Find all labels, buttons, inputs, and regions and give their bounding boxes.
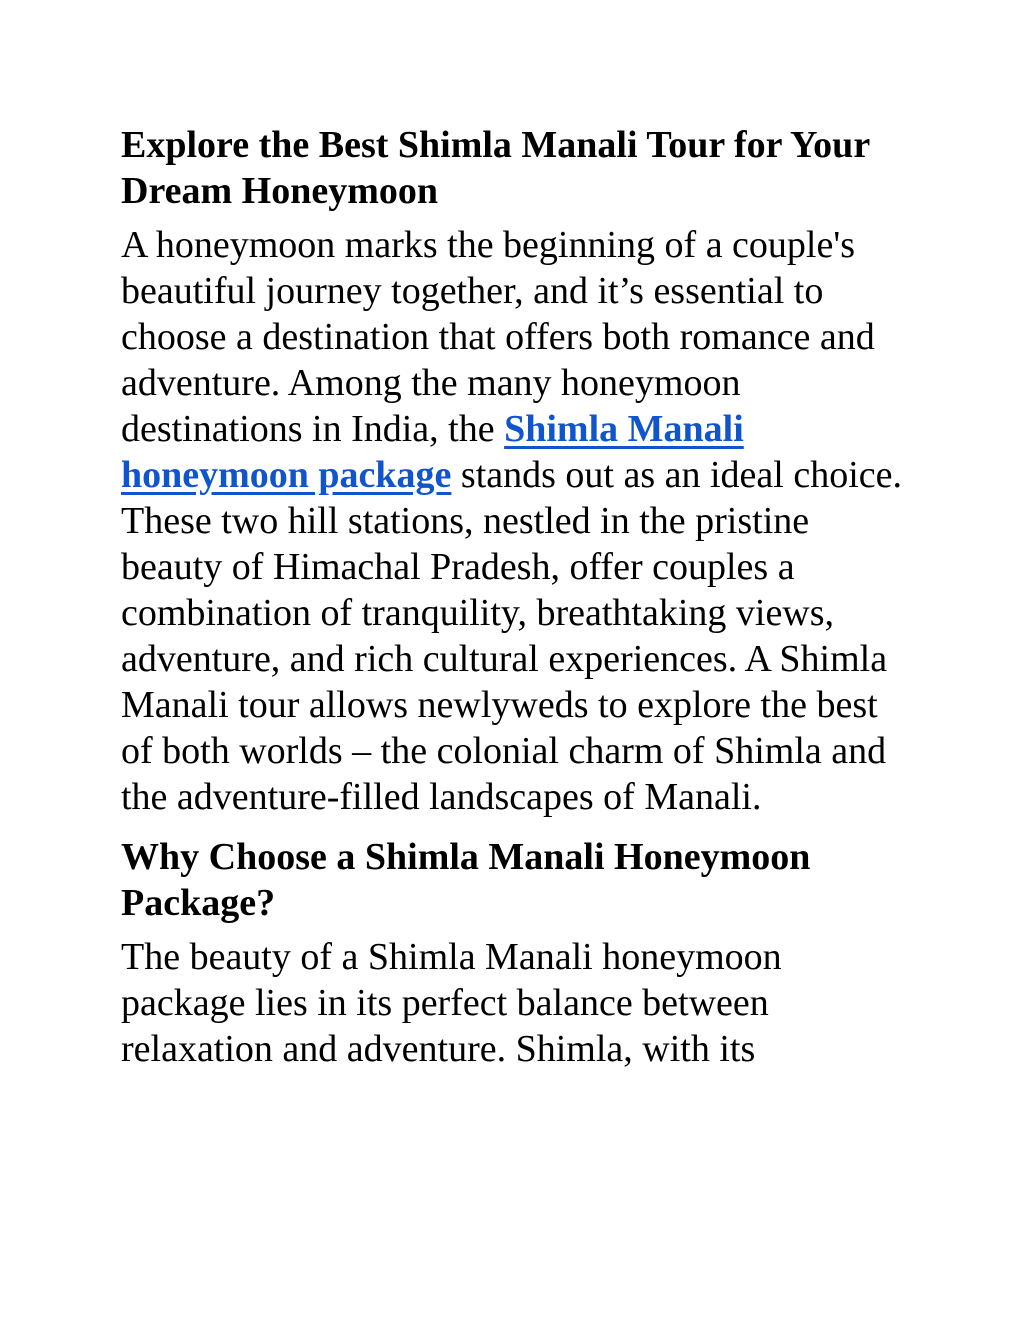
intro-text-before-link: A honeymoon marks the beginning of a couple's beautiful journey together, and it’s essential to choose a destination that offers both romance and adventure. Among the many honeymoon destinations in India, the [121, 224, 875, 450]
shimla-manali-package-link[interactable]: Shimla Manali honeymoon package [121, 408, 744, 496]
intro-paragraph [121, 222, 911, 820]
document-page [121, 122, 911, 1072]
section-heading: Why Choose a Shimla Manali Honeymoon Package? [121, 836, 811, 924]
intro-text-after-link: stands out as an ideal choice. These two hill stations, nestled in the pristine beauty of Himachal Pradesh, offer couples a combination of tranquility, breathtaking views, adventure, and rich cultural experiences. A Shimla Manali tour allows newlyweds to explore the best of both worlds – the colonial charm of Shimla and the adventure-filled landscapes of Manali. [121, 454, 903, 818]
section-paragraph: The beauty of a Shimla Manali honeymoon package lies in its perfect balance between relaxation and adventure. Shimla, with its [121, 936, 782, 1070]
main-heading: Explore the Best Shimla Manali Tour for Your Dream Honeymoon [121, 124, 870, 212]
